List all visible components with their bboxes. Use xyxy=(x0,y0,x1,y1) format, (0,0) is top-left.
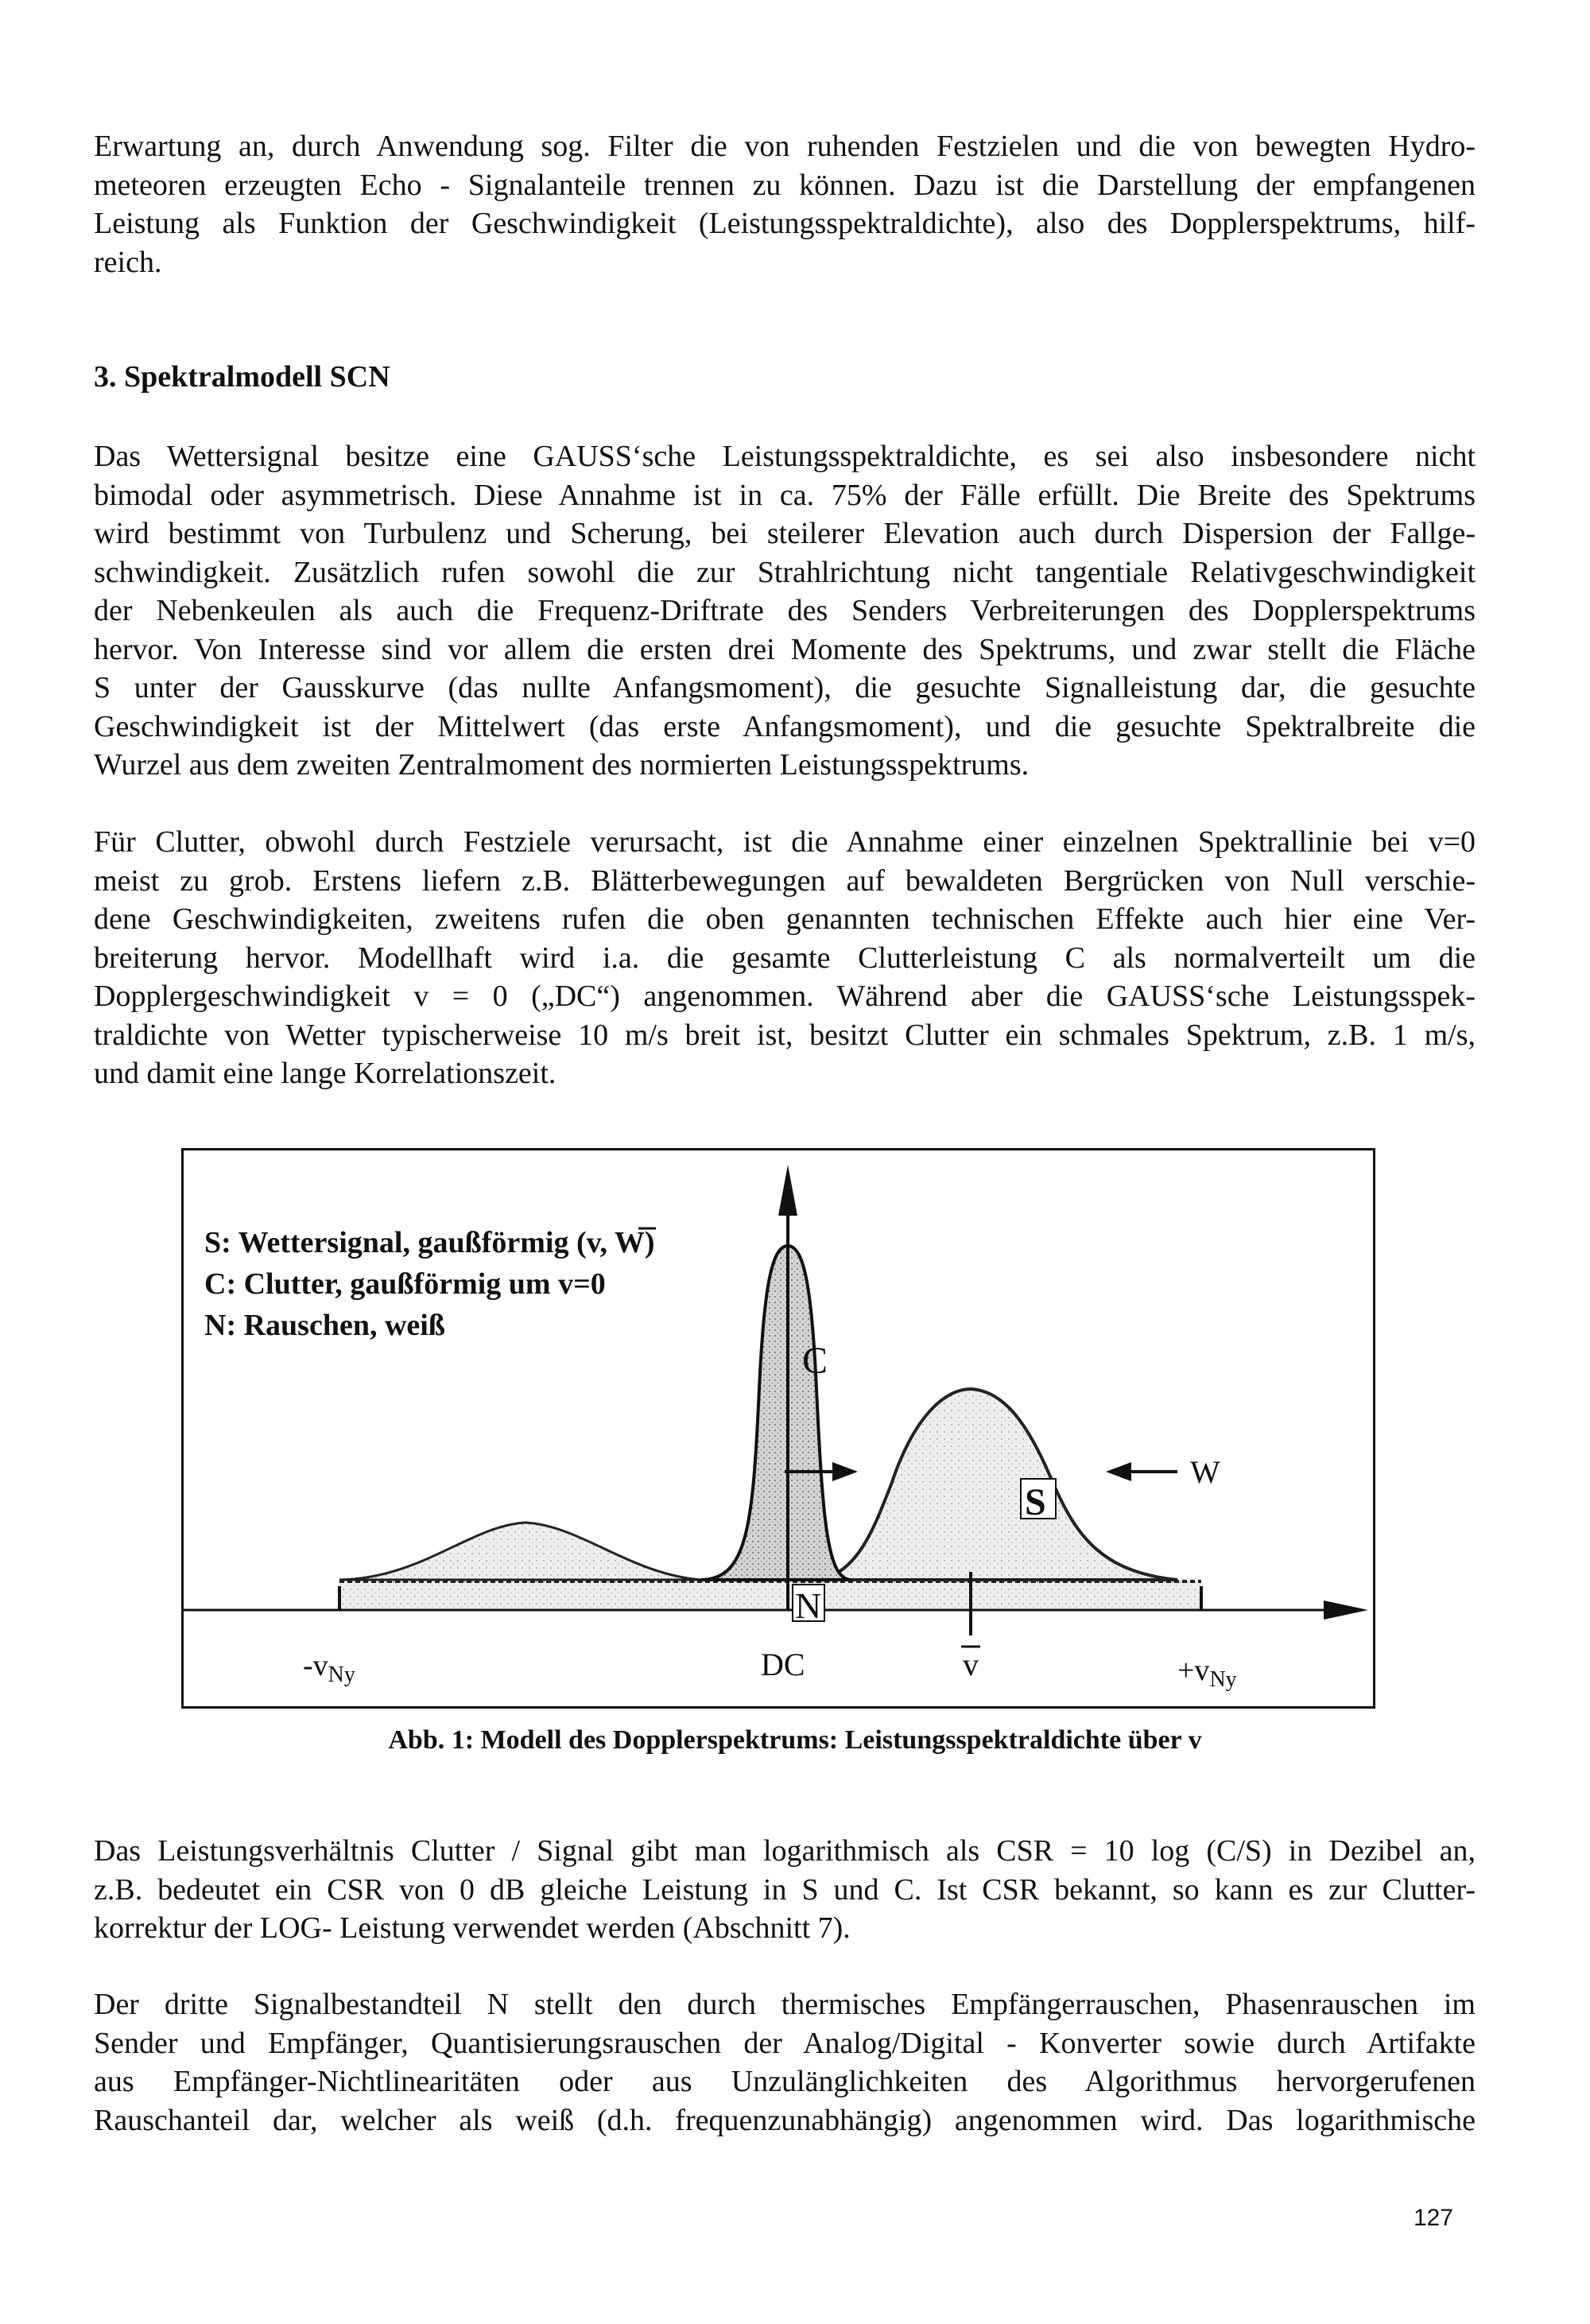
text-line: Leistung als Funktion der Geschwindigkeit (Leistungsspektraldichte), also des Dopplerspektrums, hilf- xyxy=(94,207,1476,240)
legend-n: N: Rauschen, weiß xyxy=(204,1309,445,1342)
text-line: traldichte von Wetter typischerweise 10 m/s breit ist, besitzt Clutter ein schmales Spektrum, z.B. 1 m/s, xyxy=(94,1018,1476,1052)
text-line: aus Empfänger-Nichtlinearitäten oder aus Unzulänglichkeiten des Algorithmus hervorgerufenen xyxy=(94,2065,1476,2098)
text-line: S unter der Gausskurve (das nullte Anfangsmoment), die gesuchte Signalleistung dar, die gesuchte xyxy=(94,671,1476,704)
power-axis-arrow-icon xyxy=(778,1165,797,1216)
text-line: reich. xyxy=(94,245,162,279)
page-number: 127 xyxy=(1414,2205,1454,2231)
weather-signal-curve xyxy=(820,1389,1177,1580)
doppler-spectrum-figure xyxy=(181,1148,1375,1709)
text-line: dene Geschwindigkeiten, zweitens rufen die oben genannten technischen Effekte auch hier eine Ver- xyxy=(94,902,1476,936)
legend-c: C: Clutter, gaußförmig um v=0 xyxy=(204,1267,606,1301)
text-line: Sender und Empfänger, Quantisierungsrauschen der Analog/Digital - Konverter sowie durch Artifakte xyxy=(94,2026,1476,2060)
plus-nyquist-label: $+v_{Ny}$ xyxy=(1177,1654,1237,1692)
text-line: Der dritte Signalbestandteil N stellt den durch thermisches Empfängerrauschen, Phasenrauschen im xyxy=(94,1988,1476,2021)
width-arrow-left-head-icon xyxy=(832,1462,858,1481)
width-arrow-right-head-icon xyxy=(1106,1462,1131,1481)
mean-velocity-label: v xyxy=(963,1647,979,1682)
paragraph-csr xyxy=(94,1832,1476,1948)
text-line: meteoren erzeugten Echo - Signalanteile trennen zu können. Dazu ist die Darstellung der empfangenen xyxy=(94,168,1476,202)
sidelobe-curve xyxy=(339,1523,700,1580)
text-line: Erwartung an, durch Anwendung sog. Filter die von ruhenden Festzielen und die von bewegten Hydro- xyxy=(94,130,1476,163)
paragraph-clutter xyxy=(94,823,1476,1093)
text-line: hervor. Von Interesse sind vor allem die ersten drei Momente des Spektrums, und zwar stellt die Fläche xyxy=(94,632,1476,666)
text-line: und damit eine lange Korrelationszeit. xyxy=(94,1057,556,1090)
text-line: schwindigkeit. Zusätzlich rufen sowohl die zur Strahlrichtung nicht tangentiale Relativgeschwindigkeit xyxy=(94,555,1476,589)
text-line: Dopplergeschwindigkeit v = 0 („DC“) angenommen. Während aber die GAUSS‘sche Leistungsspek- xyxy=(94,980,1476,1013)
text-line: meist zu grob. Erstens liefern z.B. Blätterbewegungen auf bewaldeten Bergrücken von Null verschie- xyxy=(94,863,1476,898)
noise-label: N xyxy=(795,1585,822,1626)
text-line: wird bestimmt von Turbulenz und Scherung, bei steilerer Elevation auch durch Dispersion der Fallge- xyxy=(94,517,1476,550)
dc-label: DC xyxy=(761,1647,805,1682)
clutter-curve xyxy=(700,1246,851,1580)
doppler-spectrum-diagram xyxy=(184,1150,1373,1706)
section-heading: 3. Spektralmodell SCN xyxy=(94,360,390,394)
velocity-axis-arrow-icon xyxy=(1324,1600,1368,1620)
text-line: Rauschanteil dar, welcher als weiß (d.h. frequenzunabhängig) angenommen wird. Das logarithmische xyxy=(94,2103,1476,2137)
text-line: bimodal oder asymmetrisch. Diese Annahme ist in ca. 75% der Fälle erfüllt. Die Breite des Spektrums xyxy=(94,478,1476,512)
paragraph-weather-signal xyxy=(94,437,1476,785)
figure-caption: Abb. 1: Modell des Dopplerspektrums: Leistungsspektraldichte über v xyxy=(388,1725,1202,1755)
minus-nyquist-label: $-v_{Ny}$ xyxy=(303,1649,355,1687)
signal-label: S xyxy=(1025,1481,1046,1523)
text-line: Das Leistungsverhältnis Clutter / Signal gibt man logarithmisch als CSR = 10 log (C/S) in Dezibel an, xyxy=(94,1834,1476,1868)
text-line: korrektur der LOG- Leistung verwendet werden (Abschnitt 7). xyxy=(94,1911,851,1945)
clutter-label: C xyxy=(802,1340,828,1382)
width-label: W xyxy=(1190,1454,1220,1490)
text-line: der Nebenkeulen als auch die Frequenz-Driftrate des Senders Verbreiterungen des Dopplerspektrums xyxy=(94,594,1476,627)
text-line: breiterung hervor. Modellhaft wird i.a. die gesamte Clutterleistung C als normalverteilt um die xyxy=(94,941,1476,975)
paragraph-intro xyxy=(94,127,1476,281)
text-line: Das Wettersignal besitze eine GAUSS‘sche Leistungsspektraldichte, es sei also insbesondere nicht xyxy=(94,440,1476,473)
text-line: Wurzel aus dem zweiten Zentralmoment des normierten Leistungsspektrums. xyxy=(94,748,1030,782)
legend-s: S: Wettersignal, gaußförmig (v, W) xyxy=(204,1226,655,1259)
text-line: Geschwindigkeit ist der Mittelwert (das erste Anfangsmoment), und die gesuchte Spektralbreite die xyxy=(94,709,1476,743)
text-line: Für Clutter, obwohl durch Festziele verursacht, ist die Annahme einer einzelnen Spektrallinie bei v=0 xyxy=(94,825,1476,859)
text-line: z.B. bedeutet ein CSR von 0 dB gleiche Leistung in S und C. Ist CSR bekannt, so kann es zur Clutter- xyxy=(94,1872,1476,1907)
paragraph-noise xyxy=(94,1985,1476,2140)
